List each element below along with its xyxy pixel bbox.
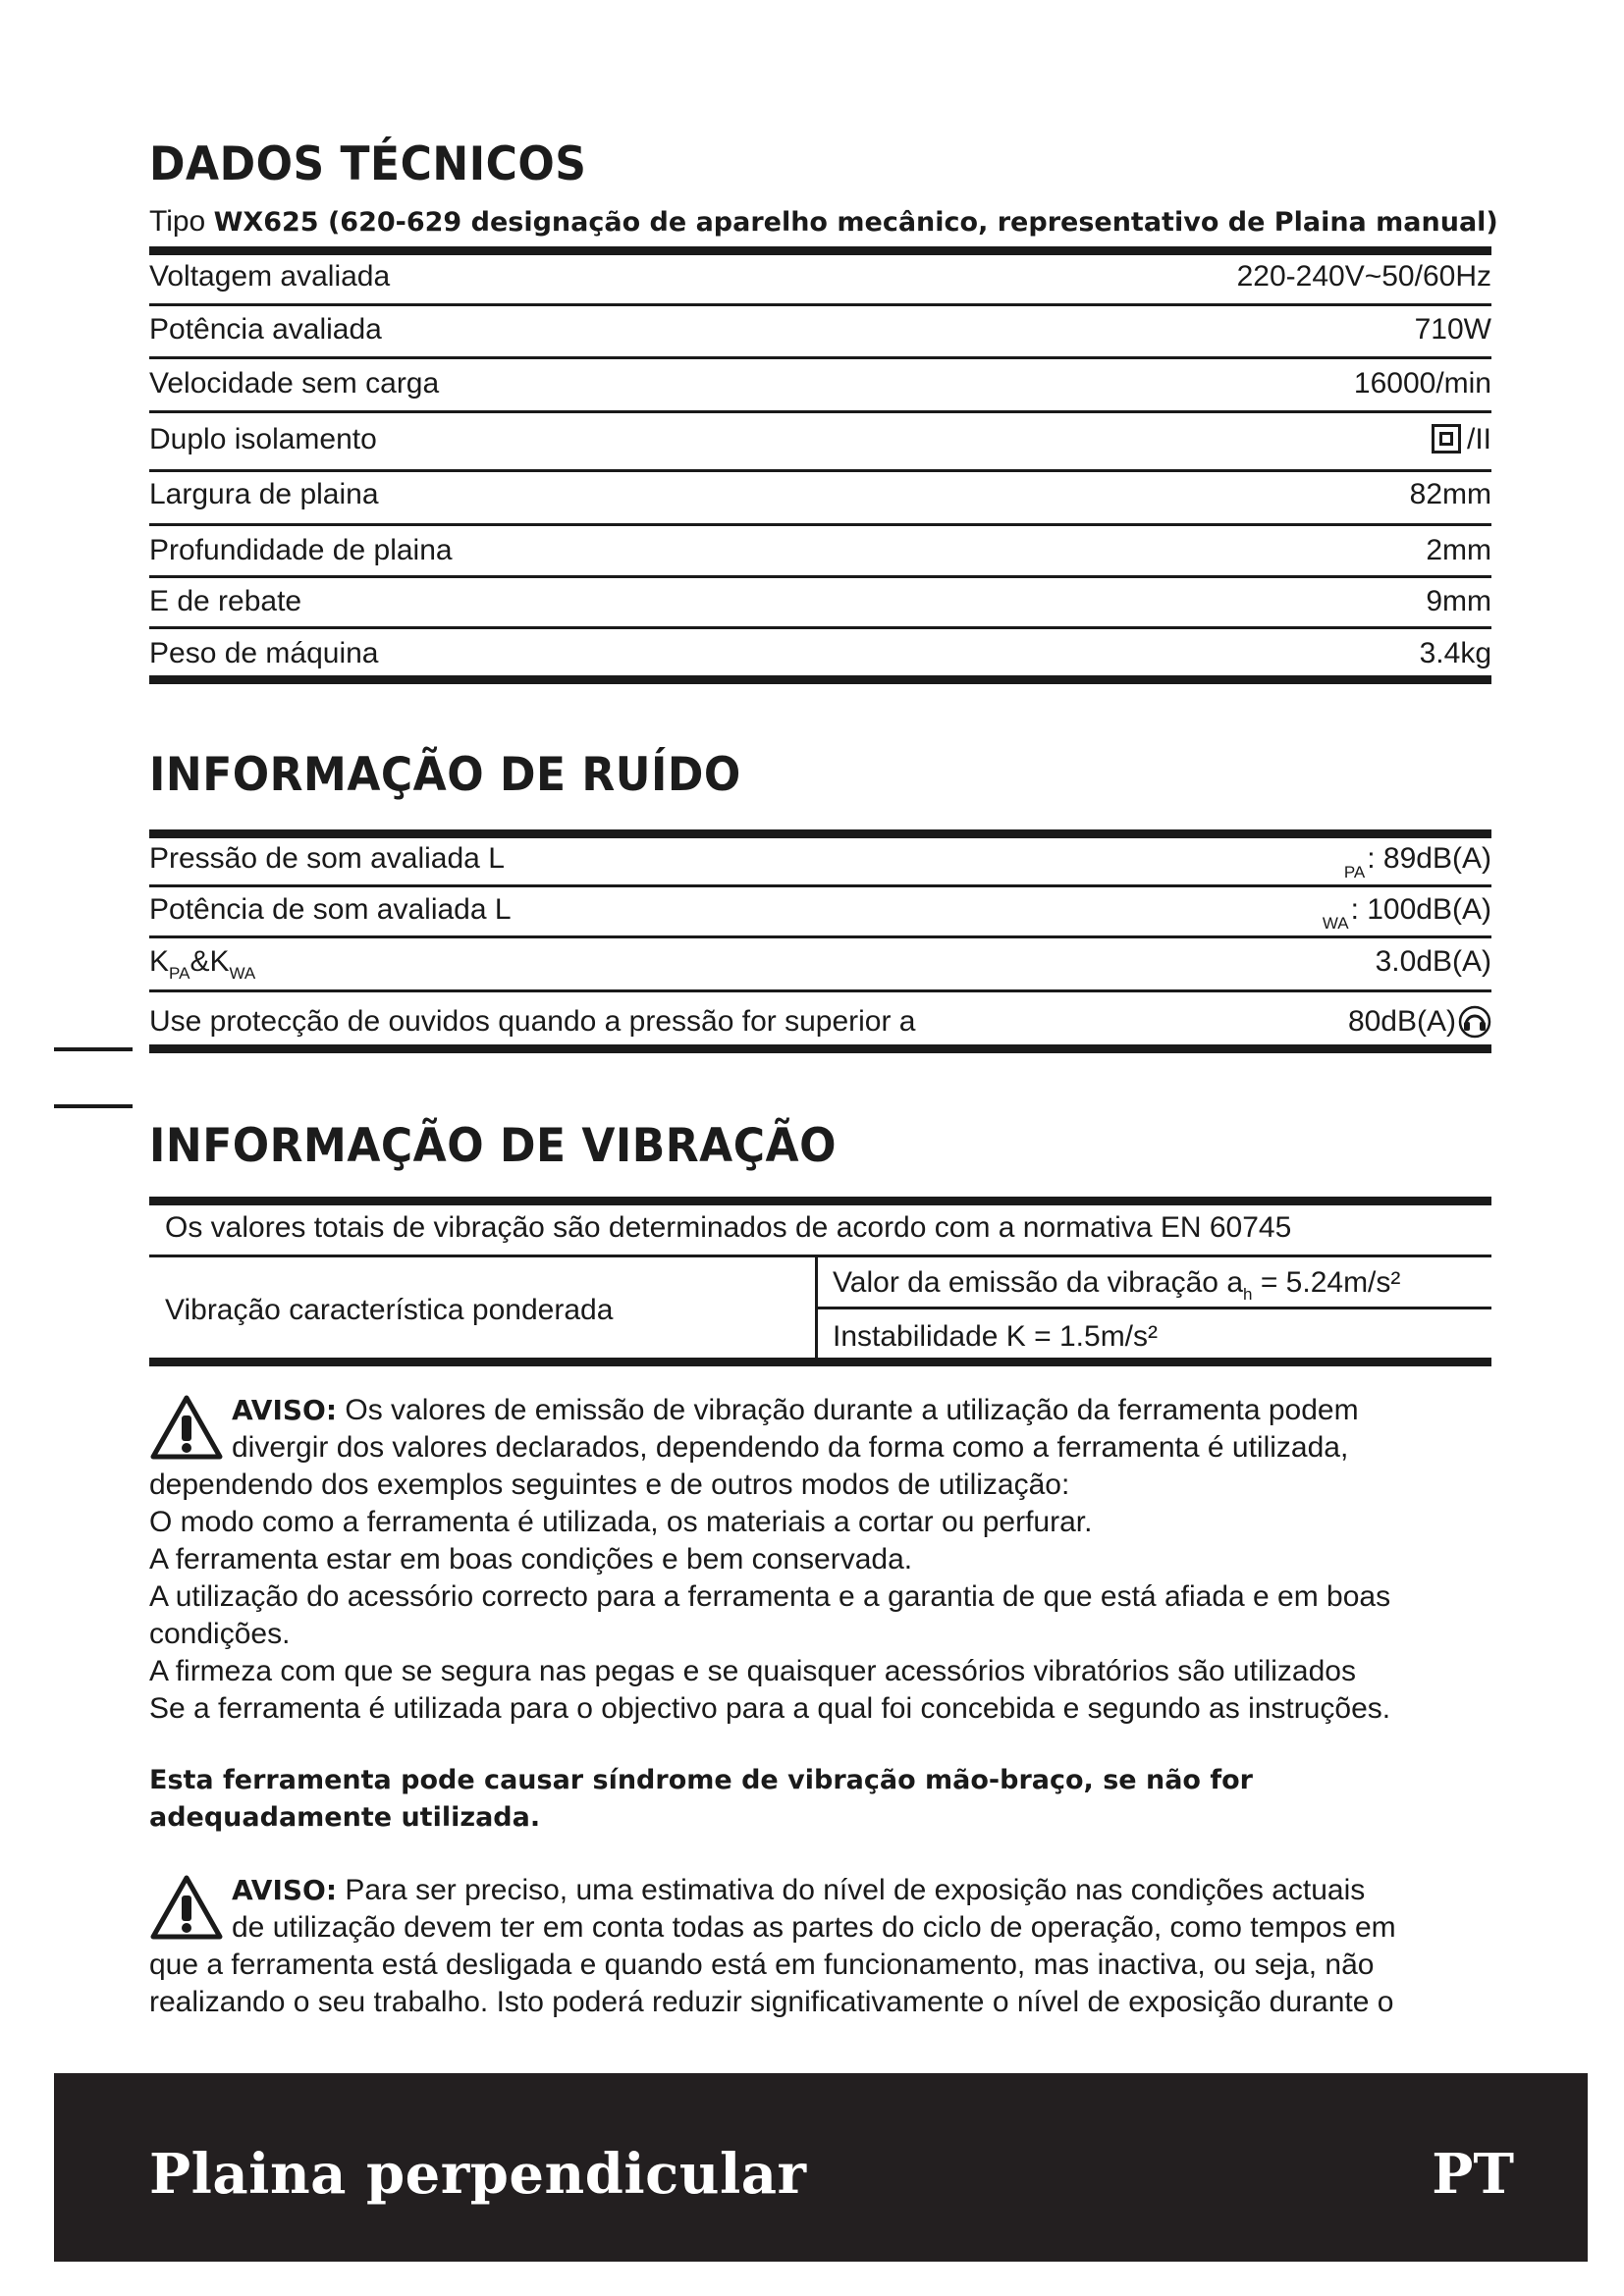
warning-text: de utilização devem ter em conta todas as partes do ciclo de operação, como tempos em (232, 1911, 1396, 1944)
noise-value (1323, 892, 1491, 932)
spec-label: Peso de máquina (149, 637, 379, 669)
divider (149, 575, 1491, 578)
spec-value: 710W (1414, 313, 1491, 346)
divider (149, 469, 1491, 472)
divider (149, 989, 1491, 992)
divider (149, 884, 1491, 887)
spec-value: 9mm (1426, 585, 1491, 617)
spec-value-double-insulation (1432, 422, 1491, 457)
spec-label: Profundidade de plaina (149, 534, 453, 566)
divider (149, 626, 1491, 629)
warning-text: divergir dos valores declarados, dependendo da forma como a ferramenta é utilizada, (232, 1431, 1349, 1464)
spec-value: 16000/min (1353, 367, 1491, 400)
noise-number: : 89dB(A) (1367, 842, 1491, 875)
spec-label: E de rebate (149, 585, 302, 617)
vibration-heading: INFORMAÇÃO DE VIBRAÇÃO (149, 1119, 837, 1174)
warning-text: Para ser preciso, uma estimativa do nível de exposição nas condições actuais (337, 1874, 1366, 1906)
divider (149, 1197, 1491, 1205)
noise-value: 3.0dB(A) (1375, 945, 1491, 978)
footer-band (54, 2073, 1588, 2262)
divider (149, 1044, 1491, 1053)
divider (149, 1255, 1491, 1257)
spec-value: 82mm (1409, 478, 1491, 510)
spec-label: Duplo isolamento (149, 423, 377, 455)
divider (149, 829, 1491, 838)
double-insulation-icon (1432, 424, 1461, 454)
divider (817, 1307, 1491, 1309)
warning-label: AVISO: (232, 1394, 338, 1426)
spec-label: Largura de plaina (149, 478, 379, 510)
noise-number: : 100dB(A) (1350, 893, 1491, 926)
ear-protection-icon (1458, 1005, 1491, 1039)
noise-label: Use protecção de ouvidos quando a pressão for superior a (149, 1005, 916, 1038)
type-line (149, 204, 1498, 240)
warning-block (149, 1872, 1494, 2021)
noise-label: Potência de som avaliada L (149, 893, 512, 926)
divider (149, 1358, 1491, 1366)
divider (149, 935, 1491, 938)
vibration-intro: Os valores totais de vibração são determinados de acordo com a normativa EN 60745 (165, 1211, 1292, 1244)
divider (149, 523, 1491, 526)
warning-text: Os valores de emissão de vibração durante a utilização da ferramenta podem (337, 1394, 1359, 1426)
vibration-emission: Valor da emissão da vibração $a_h = 5.24m/s^2$ (833, 1266, 1401, 1304)
footer-title: Plaina perpendicular (149, 2142, 807, 2207)
warning-label: AVISO: (232, 1874, 338, 1906)
divider (149, 246, 1491, 255)
spec-label: Voltagem avaliada (149, 260, 391, 293)
noise-heading: INFORMAÇÃO DE RUÍDO (149, 748, 741, 803)
noise-label: $K_{PA}\&K_{WA}$ (149, 945, 256, 983)
warning-item: O modo como a ferramenta é utilizada, os materiais a cortar ou perfurar. (149, 1506, 1093, 1538)
spec-label: Velocidade sem carga (149, 367, 440, 400)
warning-text: dependendo dos exemplos seguintes e de outros modos de utilização: (149, 1468, 1070, 1501)
margin-mark (54, 1104, 133, 1108)
divider (149, 410, 1491, 413)
warning-text: que a ferramenta está desligada e quando está em funcionamento, mas inactiva, ou seja, não (149, 1949, 1375, 1981)
warning-item: Se a ferramenta é utilizada para o objectivo para a qual foi concebida e segundo as instruções. (149, 1692, 1391, 1725)
insulation-class: /II (1466, 423, 1491, 455)
warning-item: A utilização do acessório correcto para a ferramenta e a garantia de que está afiada e em boas condições. (149, 1580, 1391, 1650)
noise-sub: WA (1322, 914, 1349, 933)
type-value: WX625 (620-629 designação de aparelho mecânico, representativo de Plaina manual) (213, 207, 1498, 238)
type-prefix: Tipo (149, 205, 214, 238)
warning-icon (149, 1394, 224, 1461)
divider (149, 303, 1491, 306)
vibration-uncertainty: Instabilidade K = 1.5m/s² (833, 1320, 1159, 1353)
divider (149, 356, 1491, 359)
warning-item: A ferramenta estar em boas condições e bem conservada. (149, 1543, 913, 1575)
noise-number: 80dB(A) (1347, 1005, 1456, 1038)
spec-value: 2mm (1426, 534, 1491, 566)
spec-value: 220-240V~50/60Hz (1236, 260, 1491, 293)
noise-value (1348, 1004, 1491, 1040)
divider (149, 675, 1491, 684)
technical-heading: DADOS TÉCNICOS (149, 137, 587, 192)
spec-value: 3.4kg (1419, 637, 1491, 669)
noise-label: Pressão de som avaliada L (149, 842, 505, 875)
warning-item: A firmeza com que se segura nas pegas e se quaisquer acessórios vibratórios são utilizados (149, 1655, 1356, 1687)
spec-label: Potência avaliada (149, 313, 382, 346)
margin-mark (54, 1047, 133, 1051)
warning-block (149, 1392, 1494, 1728)
vibration-row-label: Vibração característica ponderada (165, 1294, 614, 1326)
language-code: PT (1432, 2142, 1514, 2207)
hand-arm-vibration-note: Esta ferramenta pode causar síndrome de vibração mão-braço, se não for adequadamente utilizada. (149, 1765, 1253, 1833)
noise-sub: PA (1343, 863, 1366, 881)
warning-icon (149, 1874, 224, 1941)
warning-text: realizando o seu trabalho. Isto poderá reduzir significativamente o nível de exposição durante o (149, 1986, 1394, 2018)
noise-value (1344, 841, 1491, 881)
